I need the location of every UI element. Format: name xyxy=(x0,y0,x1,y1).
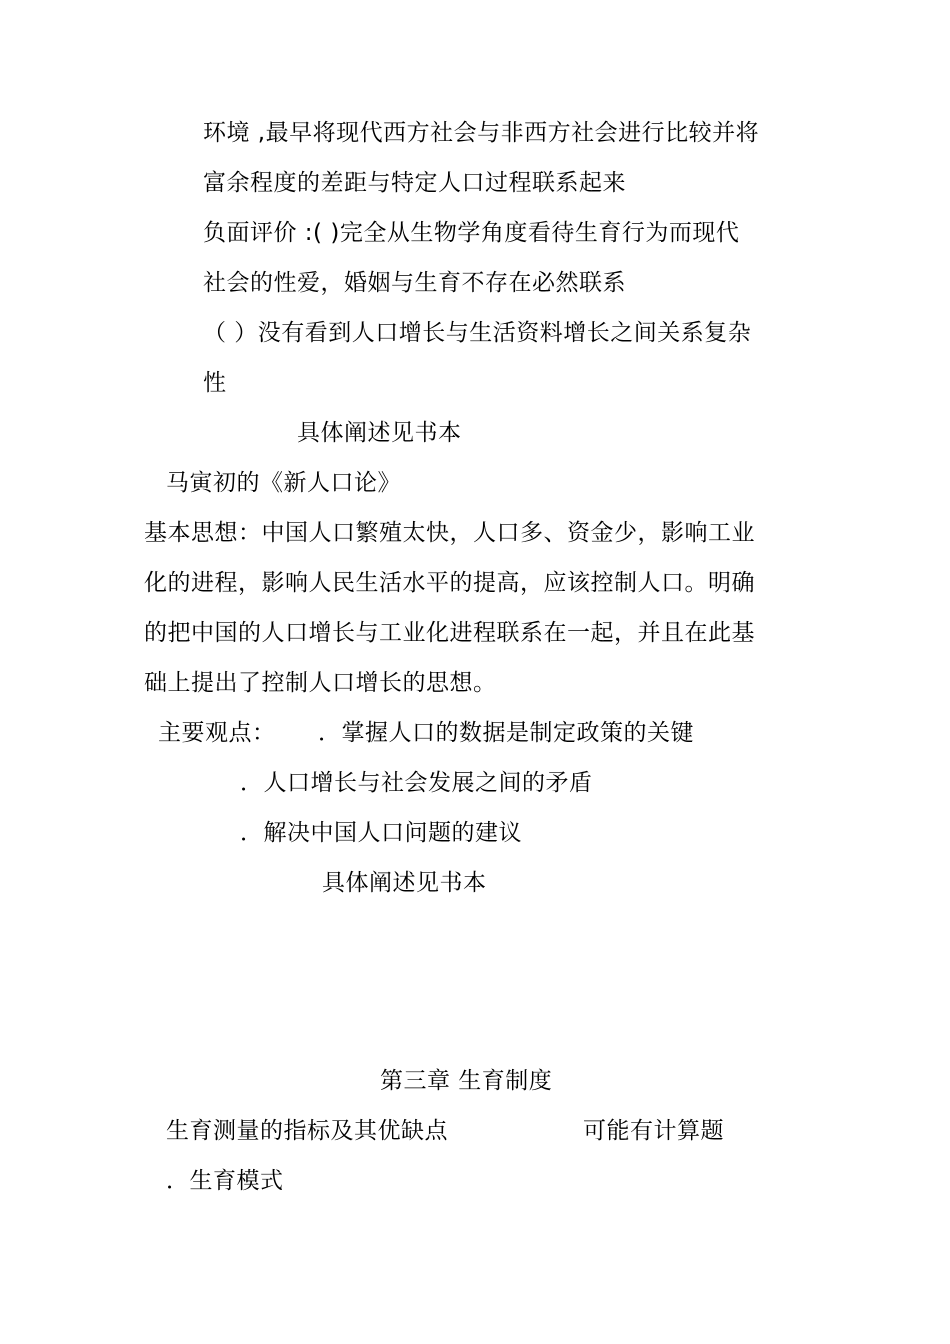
text-line: 的把中国的人口增长与工业化进程联系在一起，并且在此基 xyxy=(144,620,755,646)
section-heading: 马寅初的《新人口论》 xyxy=(166,470,401,496)
text-line: 环境 ,最早将现代西方社会与非西方社会进行比较并将 xyxy=(203,120,760,146)
list-item: ．掌握人口的数据是制定政策的关键 xyxy=(318,720,694,746)
section-note: 具体阐述见书本 xyxy=(322,870,487,896)
section-heading: 生育测量的指标及其优缺点 xyxy=(166,1118,448,1144)
text-line: 性 xyxy=(203,370,227,396)
text-line: 富余程度的差距与特定人口过程联系起来 xyxy=(203,170,626,196)
section-heading: ．生育模式 xyxy=(166,1168,284,1194)
text-line: 础上提出了控制人口增长的思想。 xyxy=(144,670,497,696)
text-line: 社会的性爱，婚姻与生育不存在必然联系 xyxy=(203,270,626,296)
section-note: 具体阐述见书本 xyxy=(297,420,462,446)
side-note: 可能有计算题 xyxy=(583,1118,724,1144)
chapter-title: 第三章 生育制度 xyxy=(380,1068,553,1094)
list-item: ．人口增长与社会发展之间的矛盾 xyxy=(240,770,593,796)
list-item: ．解决中国人口问题的建议 xyxy=(240,820,522,846)
text-line: 化的进程，影响人民生活水平的提高，应该控制人口。明确 xyxy=(144,570,755,596)
text-line: 负面评价 :( )完全从生物学角度看待生育行为而现代 xyxy=(203,220,740,246)
text-line: 基本思想：中国人口繁殖太快，人口多、资金少，影响工业 xyxy=(144,520,755,546)
list-label: 主要观点： xyxy=(158,720,276,746)
text-line: （ ）没有看到人口增长与生活资料增长之间关系复杂 xyxy=(203,320,752,346)
